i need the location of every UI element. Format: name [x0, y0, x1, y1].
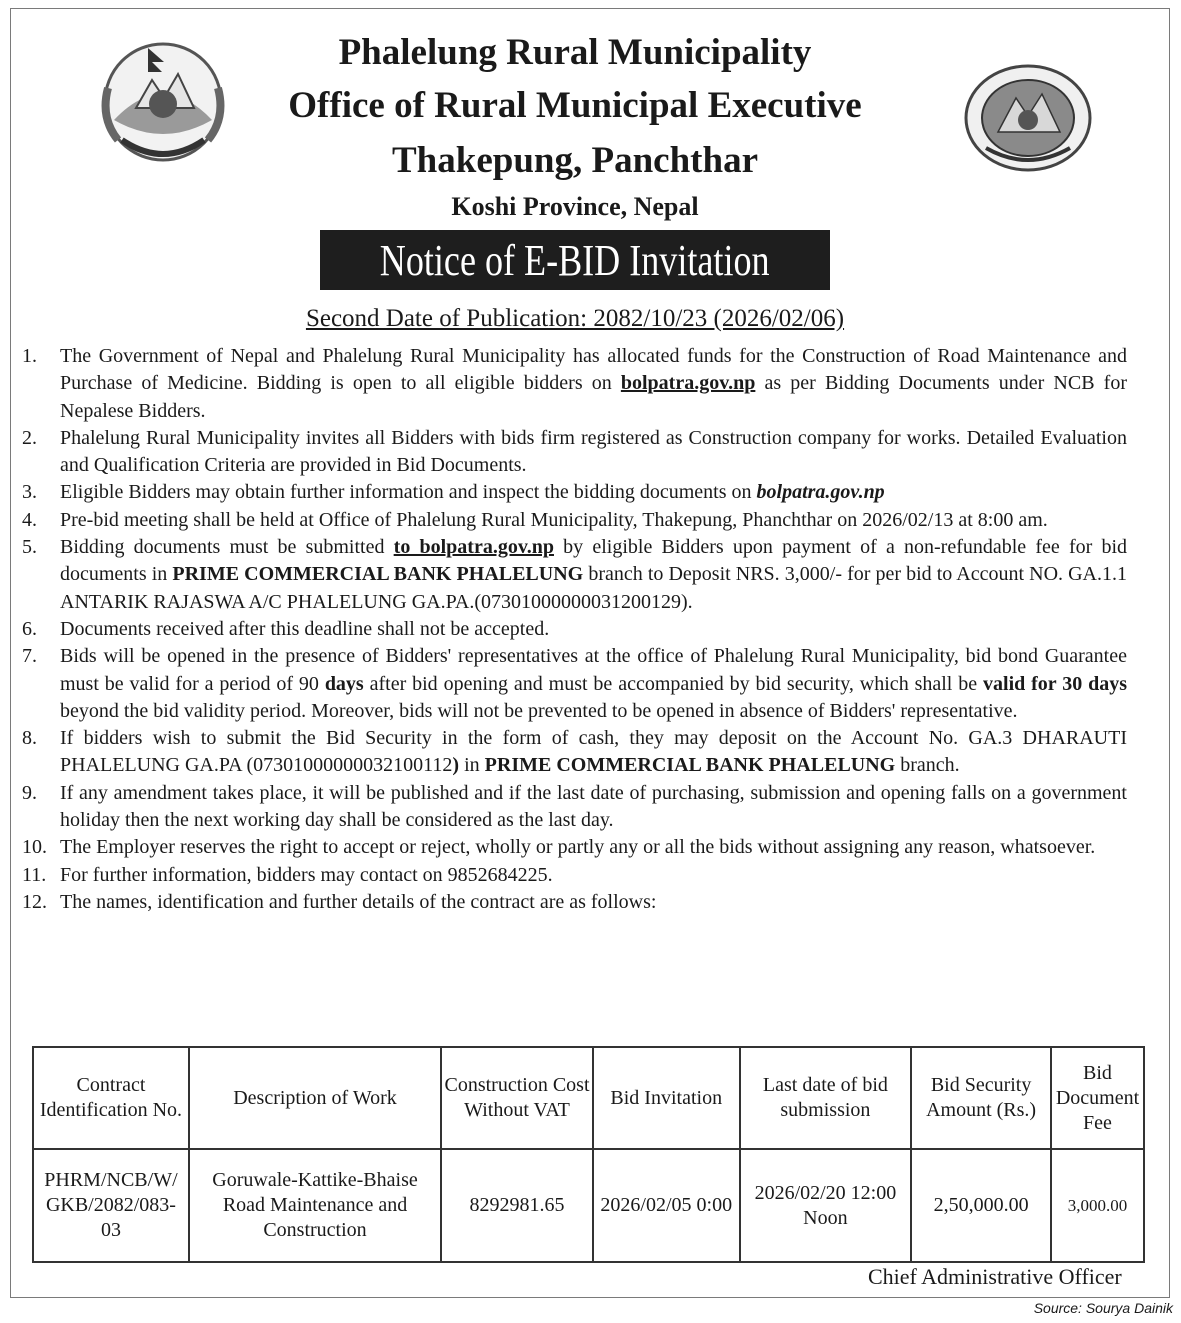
header-document-fee: Bid Document Fee: [1051, 1047, 1144, 1149]
cell-last-date: 2026/02/20 12:00 Noon: [740, 1149, 912, 1262]
bolpatra-link[interactable]: bolpatra.gov.np: [756, 481, 885, 504]
signature: Chief Administrative Officer: [868, 1264, 1122, 1289]
list-item: 3. Eligible Bidders may obtain further information and inspect the bidding documents on bolpatra.gov.np: [22, 481, 885, 504]
cell-construction-cost: 8292981.65: [441, 1149, 593, 1262]
cell-document-fee: 3,000.00: [1051, 1149, 1144, 1262]
municipality-name: Phalelung Rural Municipality: [338, 32, 812, 73]
header-construction-cost: Construction Cost Without VAT: [441, 1047, 593, 1149]
list-item: 6. Documents received after this deadline shall not be accepted.: [22, 617, 550, 640]
header-bid-invitation: Bid Invitation: [593, 1047, 740, 1149]
municipality-seal-icon: [958, 62, 1098, 174]
bolpatra-link[interactable]: to bolpatra.gov.np: [393, 536, 554, 559]
publication-date: Second Date of Publication: 2082/10/23 (2026/02/06): [305, 305, 845, 332]
contract-table: [32, 1046, 1145, 1263]
notice-title-banner: [320, 230, 830, 290]
table-header-row: [33, 1047, 1144, 1149]
source-credit: Source: Sourya Dainik: [1033, 1300, 1173, 1316]
list-item: 10. The Employer reserves the right to accept or reject, wholly or partly any or all the bids without assigning any reason, whatsoever.: [22, 836, 1096, 859]
cell-bid-invitation: 2026/02/05 0:00: [593, 1149, 740, 1262]
bolpatra-link[interactable]: bolpatra.gov.np: [620, 372, 756, 395]
list-item: 11. For further information, bidders may contact on 9852684225.: [22, 863, 553, 886]
notice-items: [22, 343, 1127, 916]
municipality-emblem-logo: [958, 62, 1098, 174]
list-item: 2. Phalelung Rural Municipality invites all Bidders with bids firm registered as Construction company for works. Detailed Evaluation and Qualification Criteria are provided in Bid Documents.: [22, 426, 1127, 477]
list-item: 12. The names, identification and further details of the contract are as follows:: [22, 890, 657, 913]
notice-title: Notice of E-BID Invitation: [380, 235, 770, 285]
list-item: 9. If any amendment takes place, it will be published and if the last date of purchasing, submission and opening falls on a government holiday then the next working day shall be considered as the last day.: [22, 781, 1127, 832]
cell-bid-security: 2,50,000.00: [911, 1149, 1051, 1262]
list-item: 4. Pre-bid meeting shall be held at Office of Phalelung Rural Municipality, Thakepung, Phanchthar on 2026/02/13 at 8:00 am.: [22, 508, 1048, 531]
list-item: 7. Bids will be opened in the presence of Bidders' representatives at the office of Phalelung Rural Municipality, bid bond Guarantee must be valid for a period of 90 days after bid opening and must be accompanied by bid security, which shall be valid for 30 days beyond the bid validity period. Moreover, bids will not be prevented to be opened in absence of Bidders' representative.: [22, 645, 1127, 722]
emblem-icon: [92, 28, 234, 170]
cell-description: Goruwale-Kattike-Bhaise Road Maintenance and Construction: [189, 1149, 441, 1262]
nepal-emblem-logo: [92, 28, 234, 170]
office-name: Office of Rural Municipal Executive: [288, 85, 862, 126]
cell-contract-id: PHRM/NCB/W/ GKB/2082/083- 03: [33, 1149, 189, 1262]
list-item: 8. If bidders wish to submit the Bid Security in the form of cash, they may deposit on the Account No. GA.3 DHARAUTI PHALELUNG GA.PA (07301000000032100112) in PRIME COMMERCIAL BANK PHALELUNG branch.: [22, 727, 1127, 777]
list-item: 1. The Government of Nepal and Phalelung Rural Municipality has allocated funds for the Construction of Road Maintenance and Purchase of Medicine. Bidding is open to all eligible bidders on bolpatra.gov.np as per Bidding Documents under NCB for Nepalese Bidders.: [22, 345, 1127, 422]
header-last-date: Last date of bid submission: [740, 1047, 912, 1149]
province-country: Koshi Province, Nepal: [451, 192, 699, 221]
header-contract-id: Contract Identification No.: [33, 1047, 189, 1149]
list-item: 5. Bidding documents must be submitted to bolpatra.gov.np by eligible Bidders upon payment of a non-refundable fee for bid documents in PRIME COMMERCIAL BANK PHALELUNG branch to Deposit NRS. 3,000/- for per bid to Account NO. GA.1.1 ANTARIK RAJASWA A/C PHALELUNG GA.PA.(07301000000031200129).: [22, 536, 1127, 613]
header-bid-security: Bid Security Amount (Rs.): [911, 1047, 1051, 1149]
header-titles: [250, 28, 900, 226]
table-row: [33, 1149, 1144, 1262]
office-location: Thakepung, Panchthar: [392, 140, 758, 181]
header-description: Description of Work: [189, 1047, 441, 1149]
